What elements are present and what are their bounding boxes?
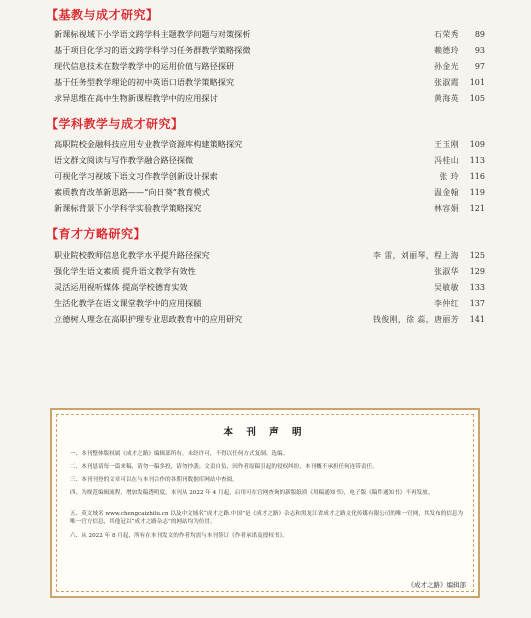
entry-page: 137 <box>469 298 485 308</box>
entry-page: 133 <box>469 282 485 292</box>
entry-title: 现代信息技术在数学教学中的运用价值与路径探研 <box>54 60 235 71</box>
toc-entry[interactable] <box>54 296 485 310</box>
entry-page: 119 <box>469 187 485 197</box>
statement-line: 一、本刊整体版权属《成才之路》编辑部所有。未经许可，不得以任何方式复制、选编。 <box>70 451 289 457</box>
entry-title: 新课标背景下小学科学实验教学策略探究 <box>54 202 202 213</box>
toc-entry[interactable] <box>54 75 485 89</box>
entry-author: 李仲红 <box>434 298 459 308</box>
entry-title: 基于任务型教学理论的初中英语口语教学策略探究 <box>54 76 235 87</box>
toc-entry[interactable] <box>54 248 485 262</box>
toc-entry[interactable] <box>54 91 485 105</box>
entry-title: 职业院校教师信息化教学水平提升路径探究 <box>54 249 210 260</box>
entry-author: 赖德玲 <box>434 45 459 55</box>
entry-title: 求异思维在高中生物新课程教学中的应用探讨 <box>54 92 218 103</box>
section-heading: 【育才方略研究】 <box>46 226 147 241</box>
entry-title: 基于项目化学习的语文跨学科学习任务群教学策略探微 <box>54 44 251 55</box>
entry-author: 林容娟 <box>434 203 459 213</box>
entry-page: 93 <box>474 45 485 55</box>
statement-title: 本 刊 声 明 <box>223 427 307 438</box>
entry-page: 125 <box>469 250 485 260</box>
dashed-border <box>56 414 474 592</box>
entry-author: 吴敏敏 <box>434 282 459 292</box>
entry-page: 97 <box>474 61 485 71</box>
statement-line: 三、本刊刊登的文章可以在与本刊合作的各期刊数据库网站中查阅。 <box>70 477 238 483</box>
entry-author: 王玉刚 <box>434 139 459 149</box>
entry-page: 129 <box>469 266 485 276</box>
entry-page: 89 <box>474 29 485 39</box>
entry-title: 新课标视域下小学语文跨学科主题教学问题与对策探析 <box>54 28 251 39</box>
entry-page: 113 <box>469 155 485 165</box>
statement-line: 六、从 2022 年 8 月起，所有在本刊发文的作者均需与本刊签订《作者承诺及授权书》。 <box>70 533 288 539</box>
toc-entry[interactable] <box>54 312 485 326</box>
toc-entry[interactable] <box>54 137 485 151</box>
entry-page: 141 <box>469 314 485 324</box>
section-heading: 【学科教学与成才研究】 <box>46 116 184 131</box>
entry-author: 冯桂山 <box>434 155 459 165</box>
entry-author: 张 玲 <box>439 171 459 181</box>
statement-line: 四、为规范编辑流程，增加发稿透明度，本刊从 2022 年 4 月起，启用可在官网查询的新版纸质《用稿通知书》，电子版《稿件通知书》不再发放。 <box>70 490 434 496</box>
statement-line: 五、英文域名 www.chengcaizhilu.cn 以及中文域名“成才之路.中国”是《成才之路》杂志和黑龙江省成才之路文化传媒有限公司的唯一官网，其发布的信息为唯一官方信息，其他冠以“成才之路杂志”的网站均为仿冒。 <box>70 511 464 525</box>
entry-author: 张淑华 <box>434 266 459 276</box>
entry-author: 李 雷，刘丽琴，程上海 <box>373 250 459 260</box>
entry-page: 109 <box>469 139 485 149</box>
entry-title: 可视化学习视域下语文习作教学创新设计探索 <box>54 170 218 181</box>
entry-author: 张淑霞 <box>434 77 459 87</box>
journal-statement-box <box>50 408 480 598</box>
toc-entry[interactable] <box>54 201 485 215</box>
toc-entry[interactable] <box>54 43 485 57</box>
entry-title: 立德树人理念在高职护理专业思政教育中的应用研究 <box>54 313 243 324</box>
toc-entry[interactable] <box>54 153 485 167</box>
entry-title: 强化学生语文素质 提升语文教学有效性 <box>54 265 196 276</box>
entry-page: 105 <box>469 93 485 103</box>
entry-page: 121 <box>469 203 485 213</box>
entry-page: 101 <box>469 77 485 87</box>
toc-entry[interactable] <box>54 280 485 294</box>
toc-entry[interactable] <box>54 185 485 199</box>
toc-entry[interactable] <box>54 59 485 73</box>
entry-author: 钱俊刚，徐 蕊，唐丽芳 <box>373 314 459 324</box>
statement-line: 二、本刊恳请每一篇来稿，请勿一稿多投，请勿抄袭；文责自负，因作者原稿引起的侵权纠纷，本刊概不承担任何连带责任。 <box>70 464 378 470</box>
toc-entry[interactable] <box>54 27 485 41</box>
entry-author: 温金翰 <box>434 187 459 197</box>
entry-title: 素质教育改革新思路——“向日葵”教育模式 <box>54 186 210 197</box>
editorial-signature: 《成才之路》编辑部 <box>407 581 466 589</box>
entry-author: 孙金光 <box>434 61 459 71</box>
entry-title: 高职院校金融科技应用专业教学资源库构建策略探究 <box>54 138 243 149</box>
section-heading: 【基教与成才研究】 <box>46 7 159 22</box>
entry-title: 语文群文阅读与写作教学融合路径探微 <box>54 154 194 165</box>
entry-title: 生活化教学在语文课堂教学中的应用探赜 <box>54 297 202 308</box>
toc-entry[interactable] <box>54 264 485 278</box>
entry-page: 116 <box>469 171 485 181</box>
entry-title: 灵活运用视听媒体 提高学校德育实效 <box>54 281 188 292</box>
entry-author: 石荣秀 <box>434 29 459 39</box>
entry-author: 黄海英 <box>434 93 459 103</box>
toc-entry[interactable] <box>54 169 485 183</box>
